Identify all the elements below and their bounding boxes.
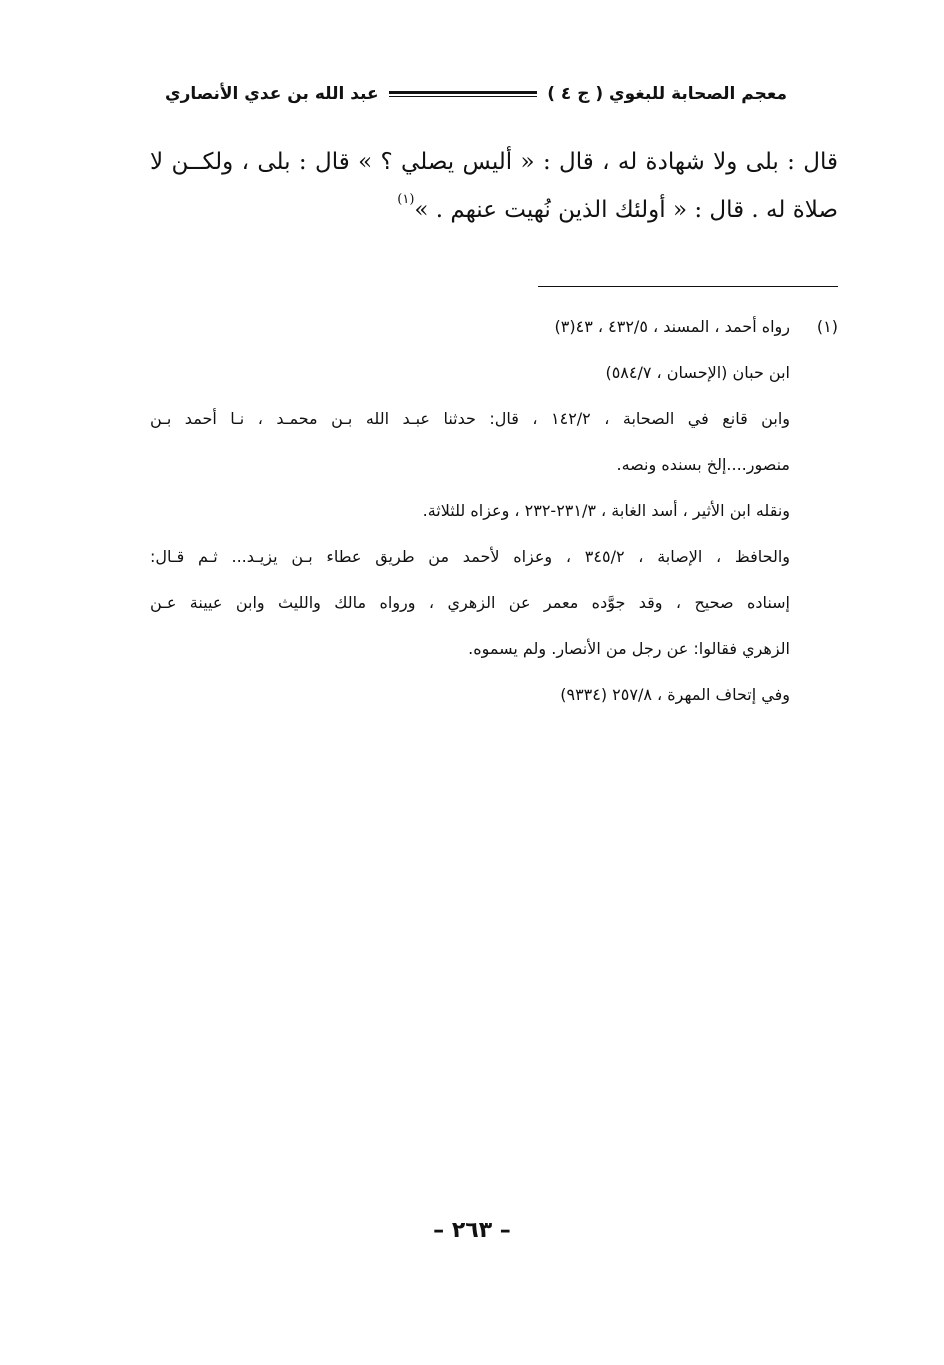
footnote-line: وفي إتحاف المهرة ، ٢٥٧/٨ (٩٣٣٤) [560,685,790,704]
footnote-line: ونقله ابن الأثير ، أسد الغابة ، ٢٣١/٣-٢٣٢ ، وعزاه للثلاثة. [422,501,790,520]
main-text-line-content: صلاة له . قال : « أولئك الذين نُهيت عنهم . » [414,197,838,223]
book-title: معجم الصحابة للبغوي ( ج ٤ ) [547,84,787,104]
main-text [150,138,838,234]
footnote-line: ابن حبان (الإحسان ، ٥٨٤/٧) [605,363,790,382]
running-header [165,78,787,110]
footnote-separator [538,286,838,287]
footnote-line [150,304,838,350]
main-text-line-last [150,186,838,234]
chapter-title: عبد الله بن عدي الأنصاري [165,84,379,104]
page-number: – ٢٦٣ – [433,1218,511,1243]
footnote-line: الزهري فقالوا: عن رجل من الأنصار. ولم يسموه. [468,639,790,658]
footnote-line: منصور....إلخ بسنده ونصه. [616,455,790,474]
footnote-text: رواه أحمد ، المسند ، ٤٣٢/٥ ، ٤٣(٣) [554,317,790,336]
footnote-number: (١) [816,317,838,336]
footnote-reference: (١) [397,192,415,207]
main-text-line: قال : بلى ولا شهادة له ، قال : « أليس يصلي ؟ » قال : بلى ، ولكــن لا [150,149,838,175]
footnote-line: والحافظ ، الإصابة ، ٣٤٥/٢ ، وعزاه لأحمد من طريق عطاء بـن يزيـد... ثـم قـال: [150,547,790,566]
footnotes [150,304,838,718]
footnote-line: وابن قانع في الصحابة ، ١٤٢/٢ ، قال: حدثنا عبـد الله بـن محمـد ، نـا أحمد بـن [150,409,790,428]
footnote-line: إسناده صحيح ، وقد جوَّده معمر عن الزهري ، ورواه مالك والليث وابن عيينة عـن [150,593,790,612]
header-rule [389,91,538,97]
